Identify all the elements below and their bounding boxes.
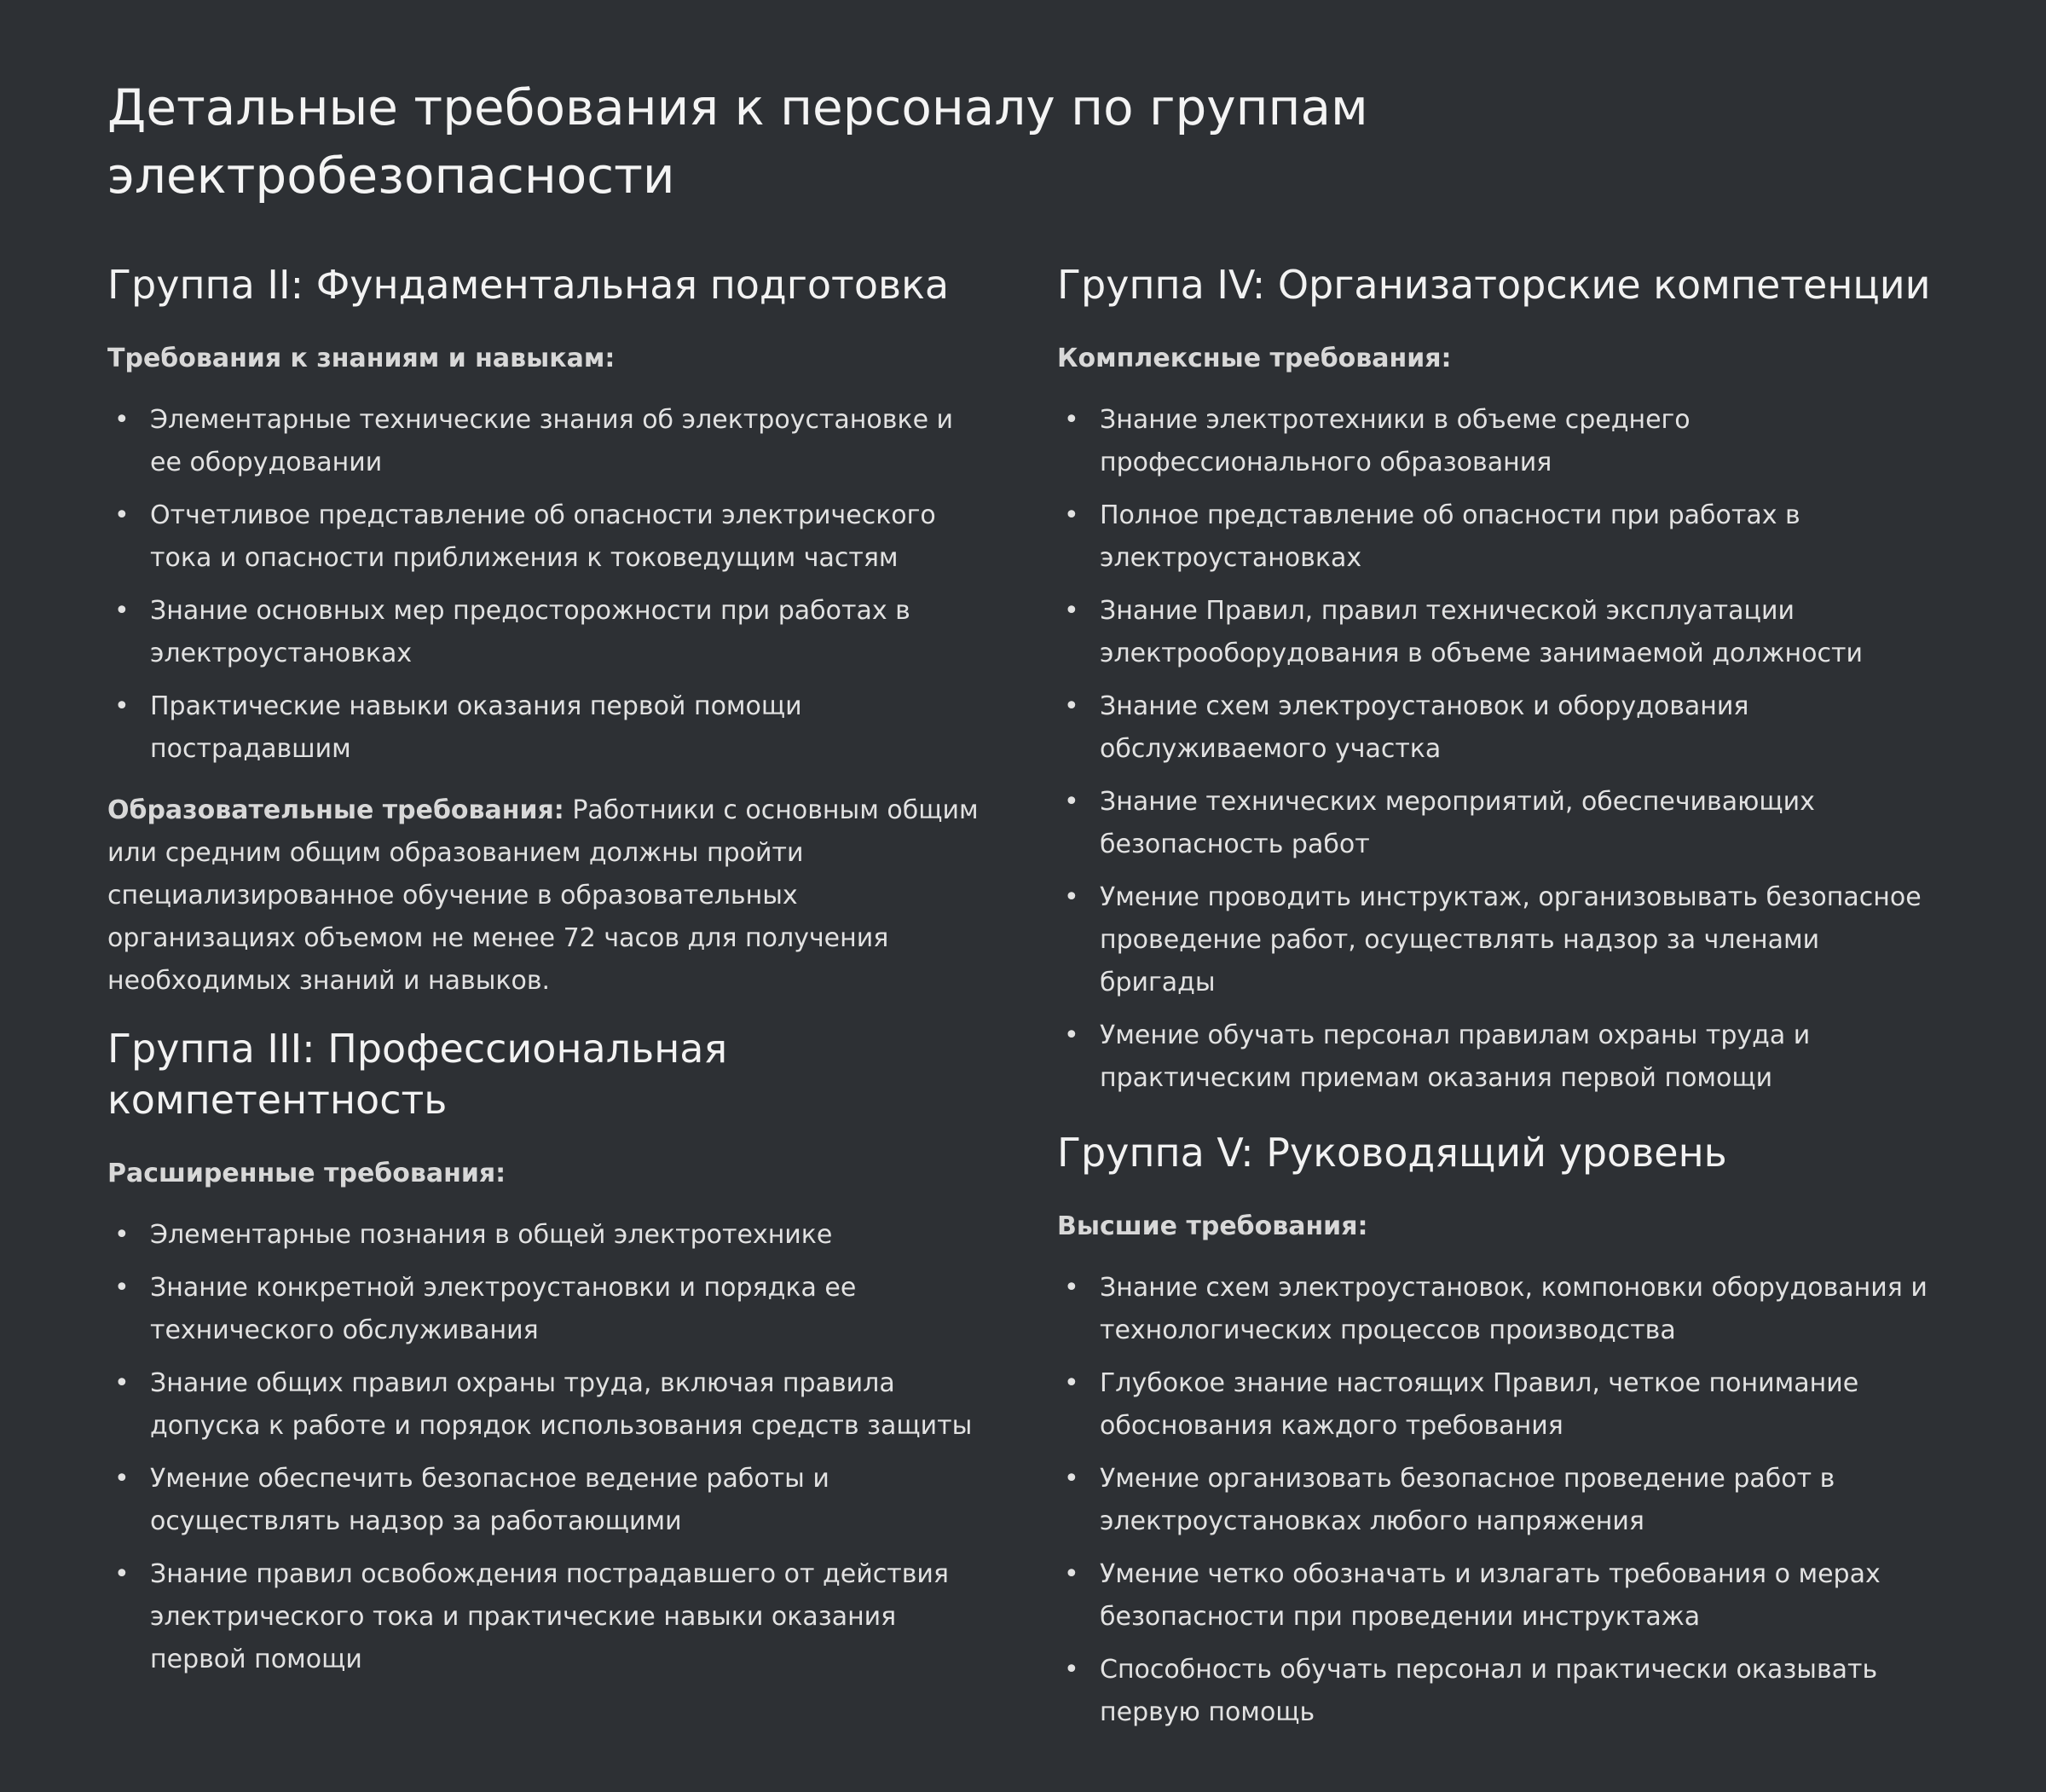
- list-item: [1057, 876, 1935, 1004]
- list-item-text: Умение четко обозначать и излагать требования о мерах безопасности при проведении инструктажа: [1100, 1559, 1881, 1632]
- list-item: [1057, 1649, 1935, 1734]
- list-item-text: Полное представление об опасности при работах в электроустановках: [1100, 500, 1800, 573]
- education-label: Образовательные требования:: [107, 795, 564, 825]
- bullet-icon: •: [114, 596, 130, 626]
- bullet-icon: •: [1064, 500, 1079, 530]
- list-item-text: Умение обеспечить безопасное ведение работы и осуществлять надзор за работающими: [150, 1464, 829, 1536]
- section-group-4: [1057, 259, 1935, 1100]
- list-item: [1057, 494, 1935, 580]
- bullet-icon: •: [1064, 787, 1079, 817]
- section-subhead: Требования к знаниям и навыкам:: [107, 344, 616, 373]
- list-item-text: Знание технических мероприятий, обеспечивающих безопасность работ: [1100, 787, 1815, 859]
- list-item: [1057, 399, 1935, 484]
- left-column: [107, 259, 985, 1744]
- list-item: [1057, 685, 1935, 771]
- bullet-icon: •: [1064, 596, 1079, 626]
- bullet-icon: •: [114, 1559, 130, 1589]
- bullet-icon: •: [1064, 1655, 1079, 1685]
- list-item: [1057, 1553, 1935, 1639]
- list-item: [1057, 590, 1935, 675]
- right-column: [1057, 259, 1935, 1744]
- list-item-text: Знание Правил, правил технической эксплуатации электрооборудования в объеме занимаемой должности: [1100, 596, 1863, 668]
- bullet-icon: •: [114, 1464, 130, 1494]
- list-item: [107, 1214, 985, 1257]
- bullet-icon: •: [114, 1273, 130, 1303]
- bullet-icon: •: [114, 500, 130, 530]
- bullet-icon: •: [1064, 1368, 1079, 1398]
- list-item: [1057, 1267, 1935, 1352]
- bullet-icon: •: [1064, 1273, 1079, 1303]
- page-title: Детальные требования к персоналу по группам электробезопасности: [107, 78, 1368, 205]
- bullet-icon: •: [1064, 1020, 1079, 1050]
- bullet-icon: •: [114, 405, 130, 435]
- list-item-text: Знание общих правил охраны труда, включая правила допуска к работе и порядок использования средств защиты: [150, 1368, 973, 1441]
- list-item: [1057, 781, 1935, 866]
- section-subhead: Высшие требования:: [1057, 1211, 1368, 1241]
- list-item-text: Элементарные технические знания об электроустановке и ее оборудовании: [150, 405, 954, 477]
- section-subhead: Расширенные требования:: [107, 1159, 506, 1188]
- requirements-list: [1057, 399, 1935, 1100]
- list-item: [107, 1553, 985, 1681]
- requirements-list: [107, 399, 985, 771]
- section-group-3: [107, 1023, 985, 1681]
- list-item: [1057, 1458, 1935, 1543]
- bullet-icon: •: [1064, 1464, 1079, 1494]
- list-item-text: Знание электротехники в объеме среднего профессионального образования: [1100, 405, 1691, 477]
- list-item: [107, 1362, 985, 1448]
- section-title: Группа IV: Организаторские компетенции: [1057, 262, 1931, 308]
- list-item: [107, 1267, 985, 1352]
- bullet-icon: •: [114, 1368, 130, 1398]
- bullet-icon: •: [1064, 405, 1079, 435]
- list-item-text: Отчетливое представление об опасности электрического тока и опасности приближения к токоведущим частям: [150, 500, 936, 573]
- section-title: Группа II: Фундаментальная подготовка: [107, 262, 950, 308]
- section-group-5: [1057, 1127, 1935, 1734]
- bullet-icon: •: [1064, 1559, 1079, 1589]
- bullet-icon: •: [1064, 882, 1079, 912]
- list-item-text: Знание основных мер предосторожности при работах в электроустановках: [150, 596, 910, 668]
- bullet-icon: •: [1064, 691, 1079, 721]
- requirements-list: [1057, 1267, 1935, 1734]
- list-item: [107, 1458, 985, 1543]
- list-item-text: Умение организовать безопасное проведение работ в электроустановках любого напряжения: [1100, 1464, 1835, 1536]
- section-group-2: [107, 259, 985, 1003]
- section-title: Группа V: Руководящий уровень: [1057, 1130, 1727, 1176]
- list-item: [1057, 1362, 1935, 1448]
- list-item: [1057, 1015, 1935, 1100]
- education-requirements: [107, 789, 985, 1003]
- list-item-text: Знание правил освобождения пострадавшего от действия электрического тока и практические навыки оказания первой помощи: [150, 1559, 949, 1674]
- list-item-text: Умение проводить инструктаж, организовывать безопасное проведение работ, осуществлять надзор за членами бригады: [1100, 882, 1922, 997]
- list-item-text: Знание схем электроустановок и оборудования обслуживаемого участка: [1100, 691, 1749, 764]
- list-item-text: Способность обучать персонал и практически оказывать первую помощь: [1100, 1655, 1878, 1727]
- list-item-text: Знание конкретной электроустановки и порядка ее технического обслуживания: [150, 1273, 857, 1345]
- education-text: Работники с основным общим или средним общим образованием должны пройти специализированное обучение в образовательных организациях объемом не менее 72 часов для получения необходимых знаний и навыков.: [107, 795, 979, 996]
- list-item: [107, 685, 985, 771]
- list-item-text: Элементарные познания в общей электротехнике: [150, 1220, 833, 1250]
- bullet-icon: •: [114, 691, 130, 721]
- requirements-list: [107, 1214, 985, 1681]
- list-item-text: Знание схем электроустановок, компоновки оборудования и технологических процессов производства: [1100, 1273, 1928, 1345]
- list-item: [107, 399, 985, 484]
- list-item: [107, 590, 985, 675]
- list-item-text: Умение обучать персонал правилам охраны труда и практическим приемам оказания первой помощи: [1100, 1020, 1811, 1093]
- section-subhead: Комплексные требования:: [1057, 344, 1452, 373]
- bullet-icon: •: [114, 1220, 130, 1250]
- section-title: Группа III: Профессиональная компетентность: [107, 1026, 728, 1123]
- list-item: [107, 494, 985, 580]
- list-item-text: Глубокое знание настоящих Правил, четкое понимание обоснования каждого требования: [1100, 1368, 1859, 1441]
- columns: [107, 259, 1939, 1744]
- list-item-text: Практические навыки оказания первой помощи пострадавшим: [150, 691, 802, 764]
